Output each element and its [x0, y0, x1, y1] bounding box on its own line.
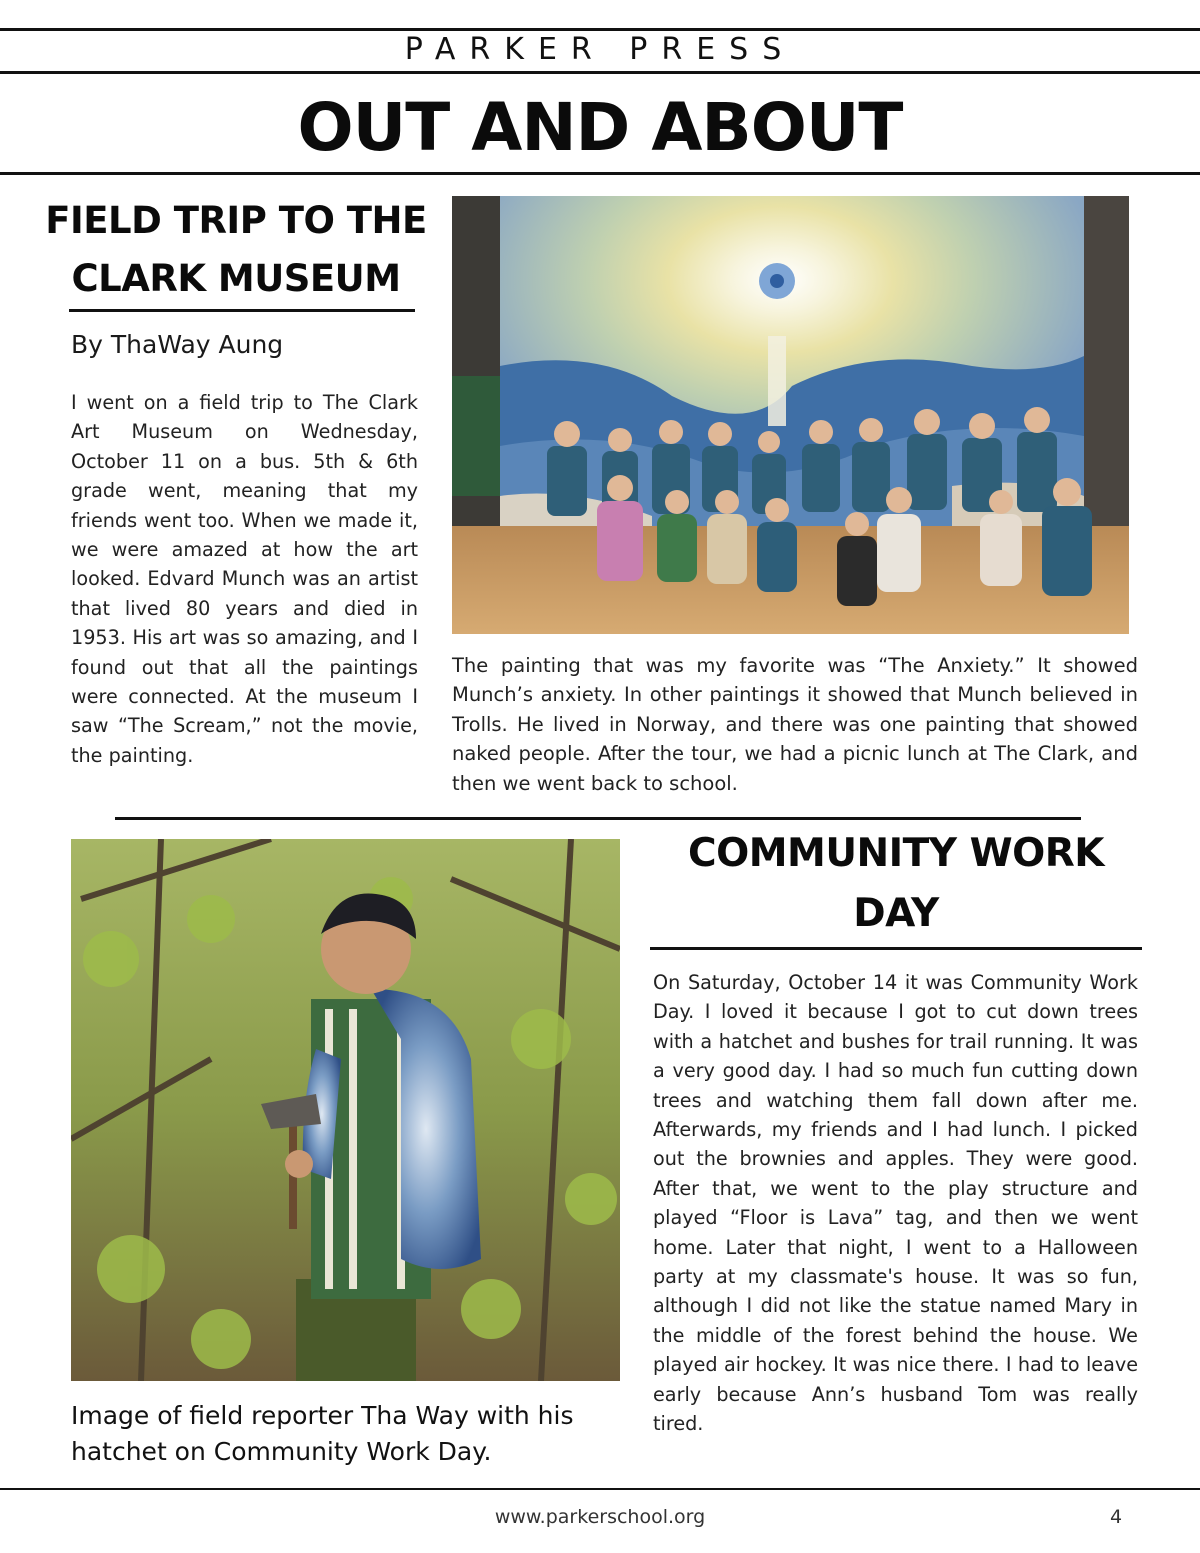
museum-group-photo	[452, 196, 1129, 634]
publication-name: PARKER PRESS	[404, 32, 796, 67]
photo-caption: Image of field reporter Tha Way with his hatchet on Community Work Day.	[71, 1401, 574, 1466]
article1-headline-underline	[69, 309, 415, 312]
section-title: OUT AND ABOUT	[297, 89, 903, 166]
article1-headline: FIELD TRIP TO THE CLARK MUSEUM	[45, 199, 427, 300]
article2-headline-underline	[650, 947, 1142, 950]
reporter-hatchet-photo	[71, 839, 620, 1381]
article2-body: On Saturday, October 14 it was Community Work Day. I loved it because I got to cut down trees with a hatchet and bushes for trail running. It was a very good day. I had so much fun cutting down trees and watching them fall down after me. Afterwards, my friends and I had lunch. I picked out the brownies and apples. They were good. After that, we went to the play structure and played “Floor is Lava” tag, and then we went home. Later that night, I went to a Halloween party at my classmate's house. It was so fun, although I did not like the statue named Mary in the middle of the forest behind the house. We played air hockey. It was nice there. I had to leave early because Ann’s husband Tom was really tired.	[653, 971, 1138, 1436]
footer-url[interactable]: www.parkerschool.org	[494, 1506, 706, 1528]
article1-body-left: I went on a field trip to The Clark Art Museum on Wednesday, October 11 on a bus. 5th & 6th grade went, meaning that my friends went too. When we made it, we were amazed at how the art looked. Edvard Munch was an artist that lived 80 years and died in 1953. His art was so amazing, and I found out that all the paintings were connected. At the museum I saw “The Scream,” not the movie, the painting.	[71, 391, 418, 767]
masthead-bottom-rule	[0, 172, 1200, 175]
page-number: 4	[1110, 1506, 1123, 1528]
article1-byline: By ThaWay Aung	[71, 330, 284, 359]
footer-rule	[0, 1488, 1200, 1490]
article2-headline: COMMUNITY WORK DAY	[687, 831, 1105, 936]
masthead-middle-rule	[0, 71, 1200, 74]
section-divider	[115, 817, 1081, 820]
article1-body-right: The painting that was my favorite was “The Anxiety.” It showed Munch’s anxiety. In other paintings it showed that Munch believed in Trolls. He lived in Norway, and there was one painting that showed naked people. After the tour, we had a picnic lunch at The Clark, and then we went back to school.	[452, 654, 1138, 795]
